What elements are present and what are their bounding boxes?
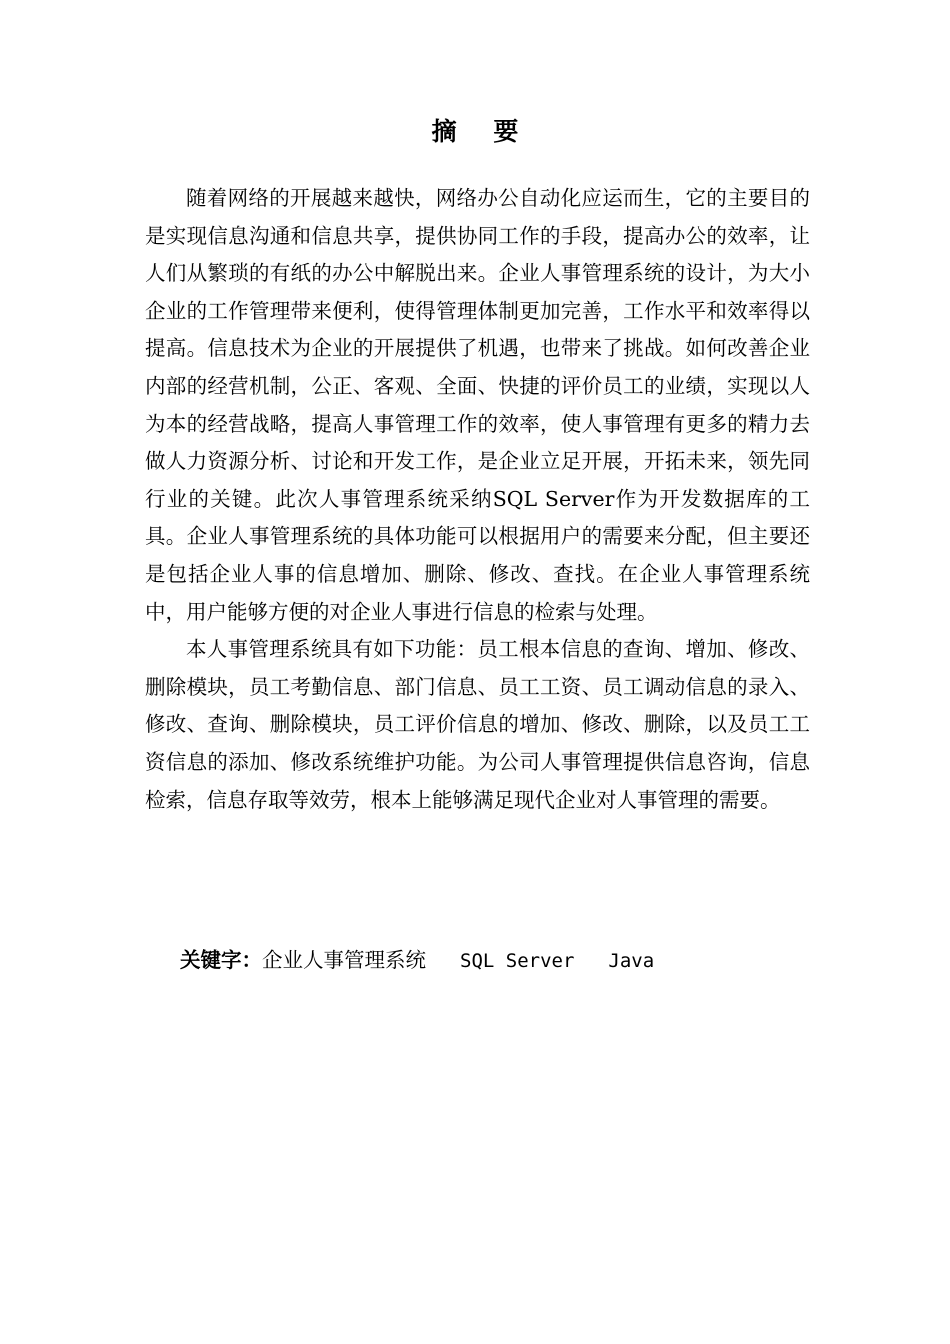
keyword-item: SQL Server — [460, 950, 575, 972]
keyword-item: 企业人事管理系统 — [262, 948, 426, 972]
keywords-line — [180, 942, 820, 979]
abstract-body — [145, 180, 810, 819]
keyword-item: Java — [608, 950, 655, 972]
abstract-paragraph-1: 随着网络的开展越来越快，网络办公自动化应运而生，它的主要目的是实现信息沟通和信息共享，提供协同工作的手段，提高办公的效率，让人们从繁琐的有纸的办公中解脱出来。企业人事管理系统的设计，为大小企业的工作管理带来便利，使得管理体制更加完善，工作水平和效率得以提高。信息技术为企业的开展提供了机遇，也带来了挑战。如何改善企业内部的经营机制，公正、客观、全面、快捷的评价员工的业绩，实现以人为本的经营战略，提高人事管理工作的效率，使人事管理有更多的精力去做人力资源分析、讨论和开发工作，是企业立足开展，开拓未来，领先同行业的关键。此次人事管理系统采纳SQL Server作为开发数据库的工具。企业人事管理系统的具体功能可以根据用户的需要来分配，但主要还是包括企业人事的信息增加、删除、修改、查找。在企业人事管理系统中，用户能够方便的对企业人事进行信息的检索与处理。 — [145, 186, 810, 624]
abstract-heading: 摘 要 — [431, 117, 533, 146]
keywords-label: 关键字： — [180, 948, 262, 972]
abstract-paragraph-2: 本人事管理系统具有如下功能：员工根本信息的查询、增加、修改、删除模块，员工考勤信息、部门信息、员工工资、员工调动信息的录入、修改、查询、删除模块，员工评价信息的增加、修改、删除，以及员工工资信息的添加、修改系统维护功能。为公司人事管理提供信息咨询，信息检索，信息存取等效劳，根本上能够满足现代企业对人事管理的需要。 — [145, 637, 810, 812]
